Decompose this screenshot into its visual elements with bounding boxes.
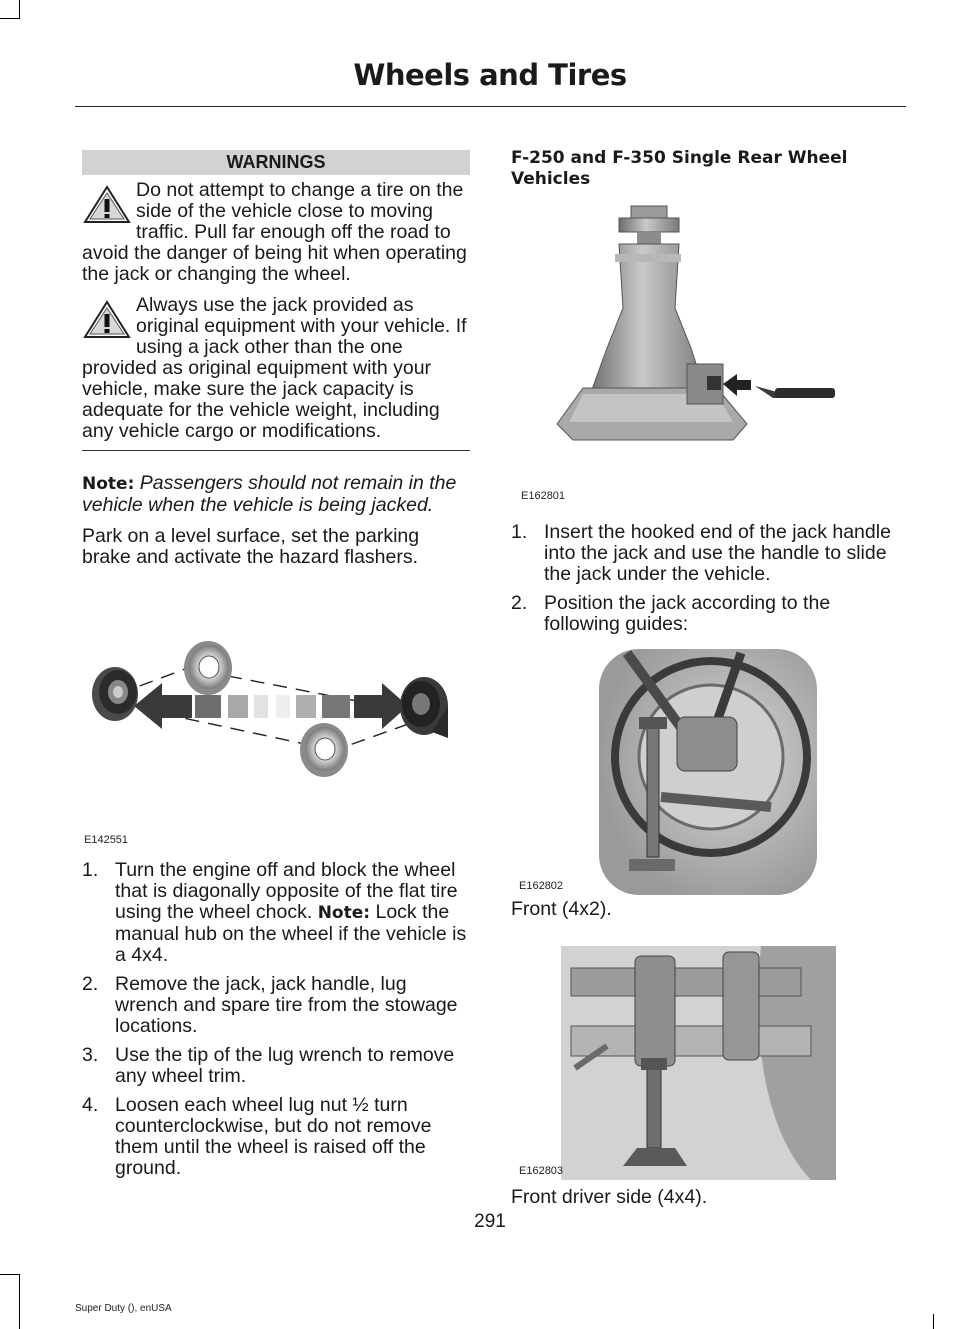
warning-item: Do not attempt to change a tire on the side of the vehicle close to moving traffic. Pull far enough off the road to avoid the danger of being hit when operating the jack or changing the wheel.	[82, 179, 467, 285]
jack-figure	[511, 198, 906, 502]
warning-triangle-icon	[82, 299, 132, 341]
right-column	[511, 148, 906, 1208]
crop-mark	[933, 1314, 934, 1329]
right-steps-list	[511, 522, 906, 635]
front-axle-jack-photo	[511, 938, 906, 1186]
front-4x4-figure	[511, 938, 906, 1186]
warning-triangle-icon	[82, 184, 132, 226]
warning-item: Always use the jack provided as original equipment with your vehicle. If using a jack other than the one provided as original equipment with your vehicle, make sure the jack capacity is adequate for the vehicle weight, including any vehicle cargo or modifications.	[82, 294, 467, 442]
list-item: 1. Turn the engine off and block the wheel that is diagonally opposite of the flat tire using the wheel chock. Note: Lock the manual hub on the wheel if the vehicle is a 4x4.	[82, 859, 467, 966]
page-number: 291	[474, 1211, 506, 1232]
list-item: 2. Position the jack according to the following guides:	[511, 592, 831, 635]
list-item: 3. Use the tip of the lug wrench to remove any wheel trim.	[82, 1044, 455, 1087]
section-heading: F-250 and F-350 Single Rear Wheel Vehicles	[511, 148, 848, 189]
figure-code: E162801	[521, 490, 566, 502]
warnings-rule	[82, 450, 470, 451]
page-title: Wheels and Tires	[353, 58, 627, 92]
list-item: 2. Remove the jack, jack handle, lug wrench and spare tire from the stowage locations.	[82, 973, 458, 1037]
crop-mark	[0, 18, 19, 19]
diagonal-wheel-illustration	[82, 582, 470, 822]
front-4x2-figure	[511, 647, 906, 897]
figure-code: E142551	[84, 834, 129, 846]
intro-paragraph: Park on a level surface, set the parking brake and activate the hazard flashers.	[82, 525, 420, 568]
tire-icon	[184, 641, 232, 695]
figure-caption: Front driver side (4x4).	[511, 1186, 708, 1208]
figure-code: E162803	[519, 1165, 564, 1177]
front-suspension-jack-photo	[511, 647, 906, 897]
warnings-heading: WARNINGS	[82, 150, 470, 175]
bottle-jack-illustration	[511, 198, 906, 448]
crop-mark	[0, 1274, 19, 1275]
header-rule	[75, 106, 906, 107]
wheel-chock-figure	[82, 582, 470, 844]
crop-mark	[19, 0, 20, 19]
left-steps-list	[82, 860, 470, 1179]
list-item: 4. Loosen each wheel lug nut ½ turn counterclockwise, but do not remove them until the wheel is raised off the ground.	[82, 1094, 432, 1179]
note: Note: Passengers should not remain in the vehicle when the vehicle is being jacked.	[82, 472, 457, 516]
figure-caption: Front (4x2).	[511, 898, 612, 920]
tire-with-chock-icon	[400, 677, 448, 738]
tire-icon	[92, 667, 138, 721]
crop-mark	[19, 1274, 20, 1329]
tire-icon	[300, 723, 348, 777]
left-column	[82, 148, 470, 1187]
figure-code: E162802	[519, 880, 564, 892]
list-item: 1. Insert the hooked end of the jack handle into the jack and use the handle to slide the jack under the vehicle.	[511, 521, 891, 585]
footer-text: Super Duty (), enUSA	[75, 1303, 172, 1314]
